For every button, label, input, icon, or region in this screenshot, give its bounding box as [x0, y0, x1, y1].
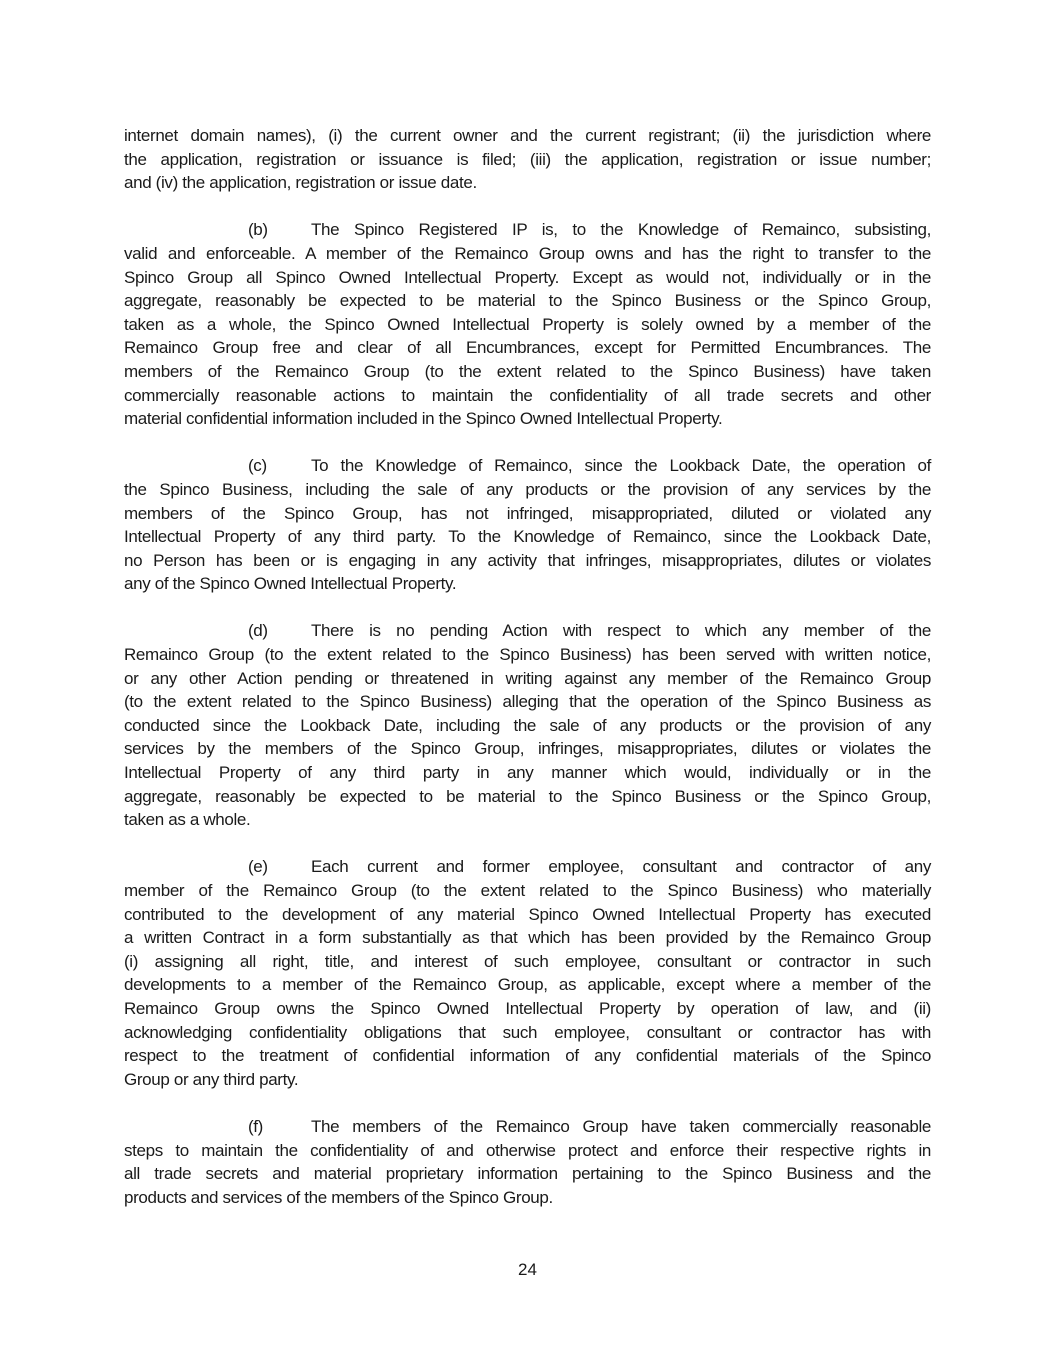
text-line: Group or any third party.	[124, 1069, 299, 1089]
text-line: Intellectual Property of any third party in any manner which would, individually or in the	[124, 763, 931, 783]
text-line: members of the Remainco Group (to the extent related to the Spinco Business) have taken	[124, 361, 931, 381]
text-line: member of the Remainco Group (to the extent related to the Spinco Business) who materially	[124, 881, 931, 900]
document-body	[124, 124, 931, 1233]
text-line: or any other Action pending or threatened in writing against any member of the Remainco Group	[124, 668, 931, 688]
text-line: aggregate, reasonably be expected to be material to the Spinco Business or the Spinco Group,	[124, 291, 931, 311]
paragraph-first-line	[124, 218, 931, 242]
text-line: (i) assigning all right, title, and interest of such employee, consultant or contractor in such	[124, 951, 931, 971]
text-line: Intellectual Property of any third party. To the Knowledge of Remainco, since the Lookback Date,	[124, 527, 931, 547]
section-label: (f)	[248, 1116, 263, 1136]
paragraph-first-line	[124, 619, 931, 643]
text-line: Remainco Group free and clear of all Encumbrances, except for Permitted Encumbrances. The	[124, 338, 931, 358]
text-line: the Spinco Business, including the sale of any products or the provision of any services by the	[124, 479, 931, 499]
paragraph-b	[124, 218, 931, 430]
text-line: any of the Spinco Owned Intellectual Property.	[124, 574, 457, 594]
text-line: The members of the Remainco Group have taken commercially reasonable	[311, 1116, 931, 1136]
text-line: developments to a member of the Remainco Group, as applicable, except where a member of the	[124, 975, 931, 995]
text-line: steps to maintain the confidentiality of and otherwise protect and enforce their respective rights in	[124, 1140, 931, 1160]
text-line: taken as a whole, the Spinco Owned Intellectual Property is solely owned by a member of the	[124, 314, 931, 334]
paragraph-e	[124, 855, 931, 1091]
text-line: Each current and former employee, consultant and contractor of any	[311, 857, 931, 877]
text-line: (to the extent related to the Spinco Business) alleging that the operation of the Spinco Business as	[124, 692, 931, 712]
text-line: Remainco Group (to the extent related to the Spinco Business) has been served with written notice,	[124, 645, 931, 665]
section-label: (c)	[248, 456, 267, 476]
text-line: no Person has been or is engaging in any activity that infringes, misappropriates, dilutes or violates	[124, 550, 931, 570]
paragraph-first-line	[124, 454, 931, 478]
text-line: commercially reasonable actions to maintain the confidentiality of all trade secrets and other	[124, 385, 931, 405]
paragraph-intro	[124, 124, 931, 195]
text-line: respect to the treatment of confidential information of any confidential materials of the Spinco	[124, 1046, 931, 1066]
text-line: Spinco Group all Spinco Owned Intellectual Property. Except as would not, individually or in the	[124, 267, 931, 287]
text-line: material confidential information included in the Spinco Owned Intellectual Property.	[124, 409, 723, 429]
text-line: There is no pending Action with respect to which any member of the	[311, 621, 931, 641]
text-line: products and services of the members of the Spinco Group.	[124, 1187, 553, 1207]
text-line: aggregate, reasonably be expected to be material to the Spinco Business or the Spinco Group,	[124, 786, 931, 806]
paragraph-first-line	[124, 1115, 931, 1139]
text-line: The Spinco Registered IP is, to the Knowledge of Remainco, subsisting,	[311, 220, 931, 240]
paragraph-f	[124, 1115, 931, 1209]
page-number: 24	[518, 1260, 537, 1279]
paragraph-d	[124, 619, 931, 831]
text-line: contributed to the development of any material Spinco Owned Intellectual Property has executed	[124, 904, 931, 924]
paragraph-c	[124, 454, 931, 596]
text-line: To the Knowledge of Remainco, since the Lookback Date, the operation of	[311, 456, 931, 476]
text-line: taken as a whole.	[124, 810, 251, 830]
section-label: (b)	[248, 220, 268, 240]
section-label: (e)	[248, 857, 268, 877]
text-line: valid and enforceable. A member of the Remainco Group owns and has the right to transfer to the	[124, 243, 931, 263]
text-line: internet domain names), (i) the current owner and the current registrant; (ii) the jurisdiction where	[124, 126, 931, 145]
text-line: Remainco Group owns the Spinco Owned Intellectual Property by operation of law, and (ii)	[124, 998, 931, 1018]
text-line: services by the members of the Spinco Group, infringes, misappropriates, dilutes or violates the	[124, 739, 931, 759]
section-label: (d)	[248, 621, 268, 641]
text-line: a written Contract in a form substantially as that which has been provided by the Remainco Group	[124, 928, 931, 948]
text-line: all trade secrets and material proprietary information pertaining to the Spinco Business and the	[124, 1164, 931, 1184]
text-line: acknowledging confidentiality obligations that such employee, consultant or contractor has with	[124, 1022, 931, 1042]
text-line: members of the Spinco Group, has not infringed, misappropriated, diluted or violated any	[124, 503, 931, 523]
text-line: and (iv) the application, registration or issue date.	[124, 173, 477, 193]
text-line: the application, registration or issuance is filed; (iii) the application, registration or issue number;	[124, 149, 931, 169]
text-line: conducted since the Lookback Date, including the sale of any products or the provision of any	[124, 715, 931, 735]
paragraph-first-line	[124, 855, 931, 879]
